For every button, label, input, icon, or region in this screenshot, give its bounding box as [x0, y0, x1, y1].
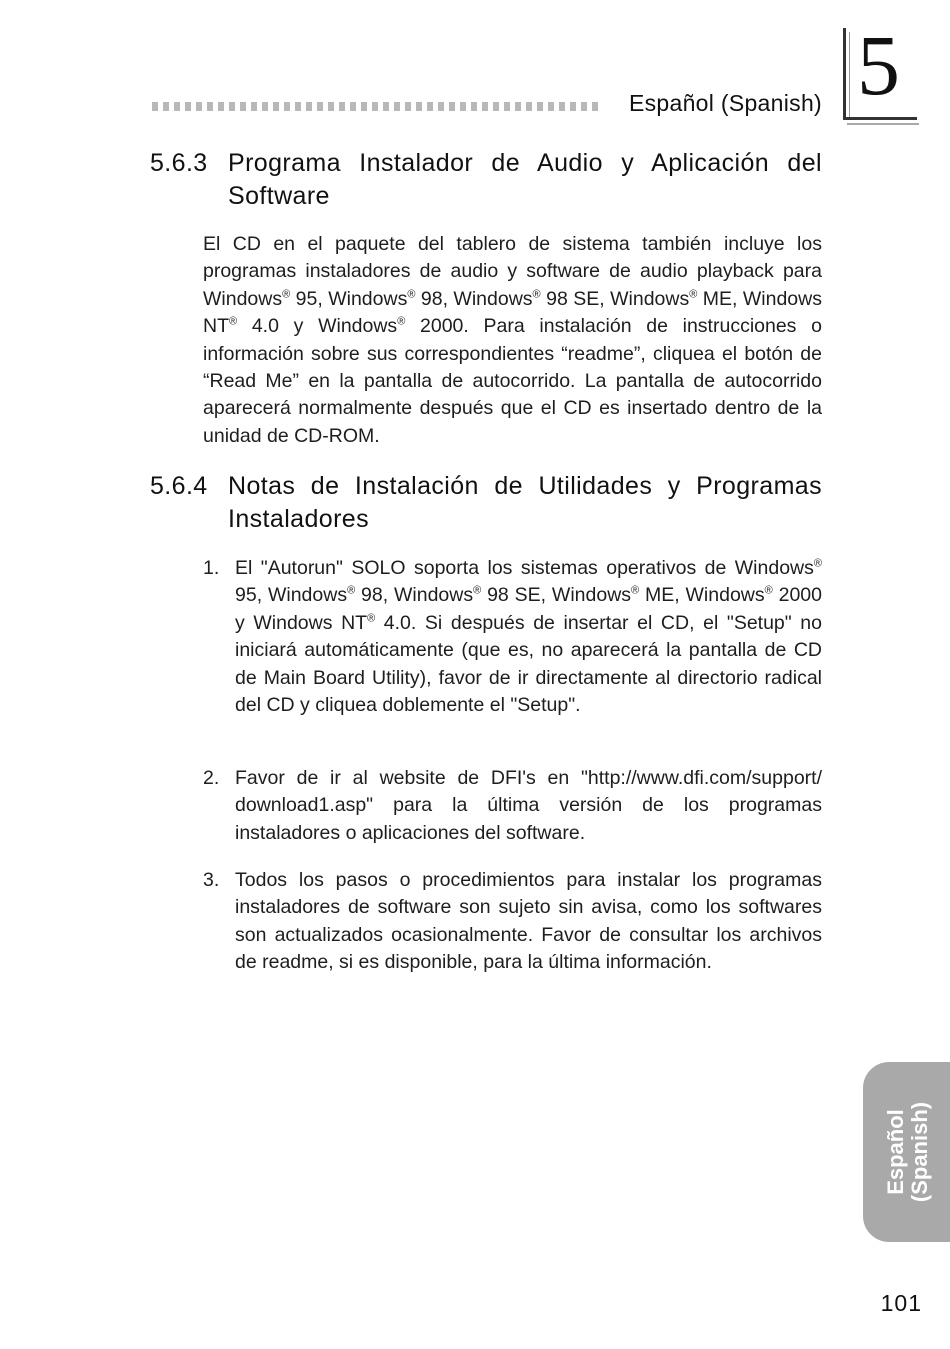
section-heading-5-6-3	[150, 147, 822, 213]
side-tab-label: Español (Spanish)	[883, 1101, 932, 1203]
header-dot	[592, 102, 598, 111]
header-dot	[284, 102, 290, 111]
registered-mark: ®	[397, 315, 406, 328]
header-dot	[251, 102, 257, 111]
header-dot	[262, 102, 268, 111]
header-dot	[328, 102, 334, 111]
list-item-number: 1.	[203, 557, 220, 579]
page-number: 101	[880, 1290, 922, 1316]
header-dot	[152, 102, 158, 111]
header-dot	[515, 102, 521, 111]
header-dot	[471, 102, 477, 111]
header-dot	[273, 102, 279, 111]
header-dot	[207, 102, 213, 111]
header-dot	[405, 102, 411, 111]
numbered-list	[203, 765, 822, 847]
header-dot	[493, 102, 499, 111]
numbered-list	[203, 555, 822, 719]
header-dot	[482, 102, 488, 111]
language-side-tab	[863, 1062, 950, 1242]
header-dot	[548, 102, 554, 111]
registered-mark: ®	[347, 584, 356, 597]
header-dot	[295, 102, 301, 111]
list-item	[203, 867, 822, 977]
header-dot-rule	[152, 102, 598, 111]
header-dot	[317, 102, 323, 111]
list-item-text: El "Autorun" SOLO soporta los sistemas operativos de Windows® 95, Windows® 98, Windows® 98 SE, Windows® ME, Windows® 2000 y Windows NT® 4.0. Si después de insertar el CD, el "Setup" no iniciará automáticamente (que es, no aparecerá la pantalla de CD de Main Board Utility), favor de ir directamente al directorio radical del CD y cliquea doblemente el "Setup".	[235, 557, 822, 717]
registered-mark: ®	[631, 584, 640, 597]
header-language-title: Español (Spanish)	[628, 90, 822, 116]
header-dot	[394, 102, 400, 111]
section-title: Programa Instalador de Audio y Aplicación del Software	[228, 149, 822, 210]
header-dot	[581, 102, 587, 111]
header-dot	[427, 102, 433, 111]
registered-mark: ®	[813, 557, 822, 570]
header-dot	[240, 102, 246, 111]
header-dot	[460, 102, 466, 111]
header-dot	[526, 102, 532, 111]
header-dot	[218, 102, 224, 111]
numbered-list	[203, 867, 822, 977]
list-item	[203, 555, 822, 719]
list-item-number: 3.	[203, 869, 220, 891]
header-dot	[438, 102, 444, 111]
section-title: Notas de Instalación de Utilidades y Programas Instaladores	[228, 472, 822, 533]
header-dot	[229, 102, 235, 111]
header-dot	[339, 102, 345, 111]
list-item-text: Favor de ir al website de DFI's en "http://www.dfi.com/support/ download1.asp" para la última versión de los programas instaladores o aplicaciones del software.	[235, 767, 822, 844]
registered-mark: ®	[407, 288, 416, 301]
registered-mark: ®	[689, 288, 698, 301]
registered-mark: ®	[532, 288, 541, 301]
section-number: 5.6.4	[150, 472, 208, 500]
section-number: 5.6.3	[150, 149, 208, 177]
registered-mark: ®	[367, 612, 376, 625]
header-dot	[537, 102, 543, 111]
header-dot	[449, 102, 455, 111]
chapter-marker	[843, 17, 917, 120]
list-item-number: 2.	[203, 767, 220, 789]
registered-mark: ®	[282, 288, 291, 301]
section-paragraph: El CD en el paquete del tablero de sistema también incluye los programas instaladores de audio y software de audio playback para Windows® 95, Windows® 98, Windows® 98 SE, Windows® ME, Windows NT® 4.0 y Windows® 2000. Para instalación de instrucciones o información sobre sus correspondientes “readme”, cliquea el botón de “Read Me” en la pantalla de autocorrido. La pantalla de autocorrido aparecerá normalmente después que el CD es insertado dentro de la unidad de CD-ROM.	[203, 233, 822, 447]
header-dot	[416, 102, 422, 111]
registered-mark: ®	[229, 315, 238, 328]
header-dot	[504, 102, 510, 111]
header-dot	[196, 102, 202, 111]
list-item-text: Todos los pasos o procedimientos para instalar los programas instaladores de software son sujeto sin avisa, como los softwares son actualizados ocasionalmente. Favor de consultar los archivos de readme, si es disponible, para la última información.	[235, 869, 822, 974]
header-dot	[174, 102, 180, 111]
header-dot	[163, 102, 169, 111]
header-dot	[570, 102, 576, 111]
header-dot	[185, 102, 191, 111]
chapter-number: 5	[857, 17, 900, 113]
registered-mark: ®	[473, 584, 482, 597]
registered-mark: ®	[764, 584, 773, 597]
list-item	[203, 765, 822, 847]
header-dot	[372, 102, 378, 111]
header-dot	[350, 102, 356, 111]
header-dot	[559, 102, 565, 111]
header-dot	[361, 102, 367, 111]
header-dot	[383, 102, 389, 111]
header-dot	[306, 102, 312, 111]
section-heading-5-6-4	[150, 470, 822, 536]
